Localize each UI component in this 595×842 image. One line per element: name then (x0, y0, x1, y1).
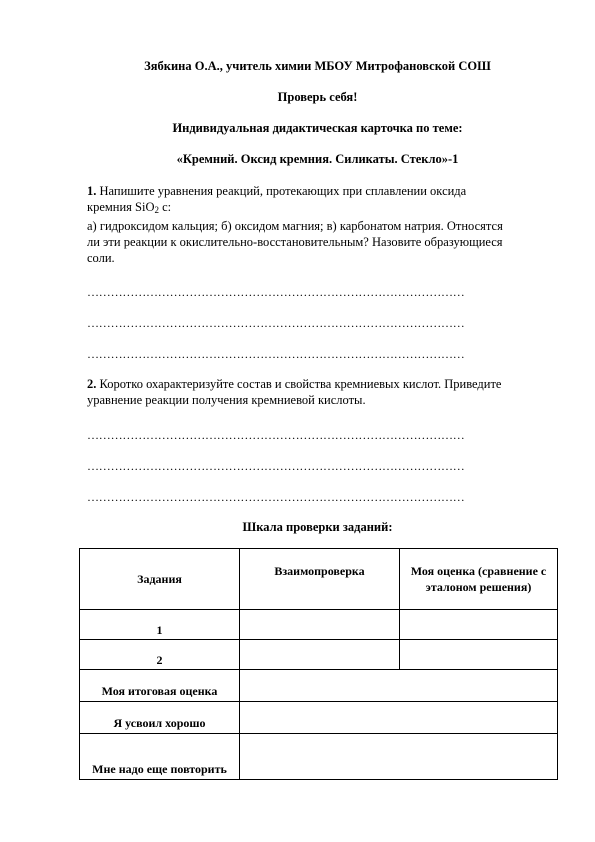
table-row (80, 702, 558, 734)
question-2 (87, 376, 557, 408)
task-number-2: 2 (80, 640, 240, 670)
final-grade-cell[interactable] (240, 670, 558, 702)
need-repeat-cell[interactable] (240, 734, 558, 780)
grading-table (79, 548, 558, 780)
answer-line-5[interactable]: …………………………………………………………………………………… (87, 459, 465, 473)
table-row (80, 610, 558, 640)
table-row (80, 640, 558, 670)
learned-well-cell[interactable] (240, 702, 558, 734)
my-grade-cell-1[interactable] (400, 610, 558, 640)
question-1-line-3: а) гидроксидом кальция; б) оксидом магния; в) карбонатом натрия. Относятся (87, 219, 503, 233)
question-1-line-4: ли эти реакции к окислительно-восстановительным? Назовите образующиеся (87, 235, 503, 249)
answer-line-3[interactable]: …………………………………………………………………………………… (87, 347, 465, 361)
peer-check-cell-1[interactable] (240, 610, 400, 640)
answer-line-1[interactable]: …………………………………………………………………………………… (87, 285, 465, 299)
final-grade-label: Моя итоговая оценка (80, 670, 240, 702)
header-peer-check: Взаимопроверка (240, 549, 400, 610)
question-1-line-5: соли. (87, 251, 115, 265)
question-2-line-1: 2. Коротко охарактеризуйте состав и свойства кремниевых кислот. Приведите (87, 377, 502, 391)
peer-check-cell-2[interactable] (240, 640, 400, 670)
check-title: Проверь себя! (277, 90, 358, 104)
answer-line-2[interactable]: …………………………………………………………………………………… (87, 316, 465, 330)
question-1-line-2: кремния SiO$_2$ с: (87, 200, 172, 215)
answer-line-6[interactable]: …………………………………………………………………………………… (87, 490, 465, 504)
answer-line-4[interactable]: …………………………………………………………………………………… (87, 428, 465, 442)
question-1-line-1: 1. Напишите уравнения реакций, протекающих при сплавлении оксида (87, 184, 467, 198)
learned-well-label: Я усвоил хорошо (80, 702, 240, 734)
author-line: Зябкина О.А., учитель химии МБОУ Митрофановской СОШ (144, 59, 491, 73)
question-1-number: 1. (87, 184, 97, 198)
question-2-number: 2. (87, 377, 97, 391)
topic-title: «Кремний. Оксид кремния. Силикаты. Стекло»-1 (176, 152, 459, 166)
card-title: Индивидуальная дидактическая карточка по теме: (172, 121, 463, 135)
header-my-grade: Моя оценка (сравнение с эталоном решения) (400, 549, 558, 610)
need-repeat-label: Мне надо еще повторить (80, 734, 240, 780)
subscript: 2 (154, 205, 159, 215)
my-grade-cell-2[interactable] (400, 640, 558, 670)
table-row (80, 670, 558, 702)
scale-title: Шкала проверки заданий: (242, 520, 393, 534)
task-number-1: 1 (80, 610, 240, 640)
table-header-row (80, 549, 558, 610)
header-tasks: Задания (80, 549, 240, 610)
question-1 (87, 183, 557, 266)
question-2-line-2: уравнение реакции получения кремниевой кислоты. (87, 393, 366, 407)
table-row (80, 734, 558, 780)
